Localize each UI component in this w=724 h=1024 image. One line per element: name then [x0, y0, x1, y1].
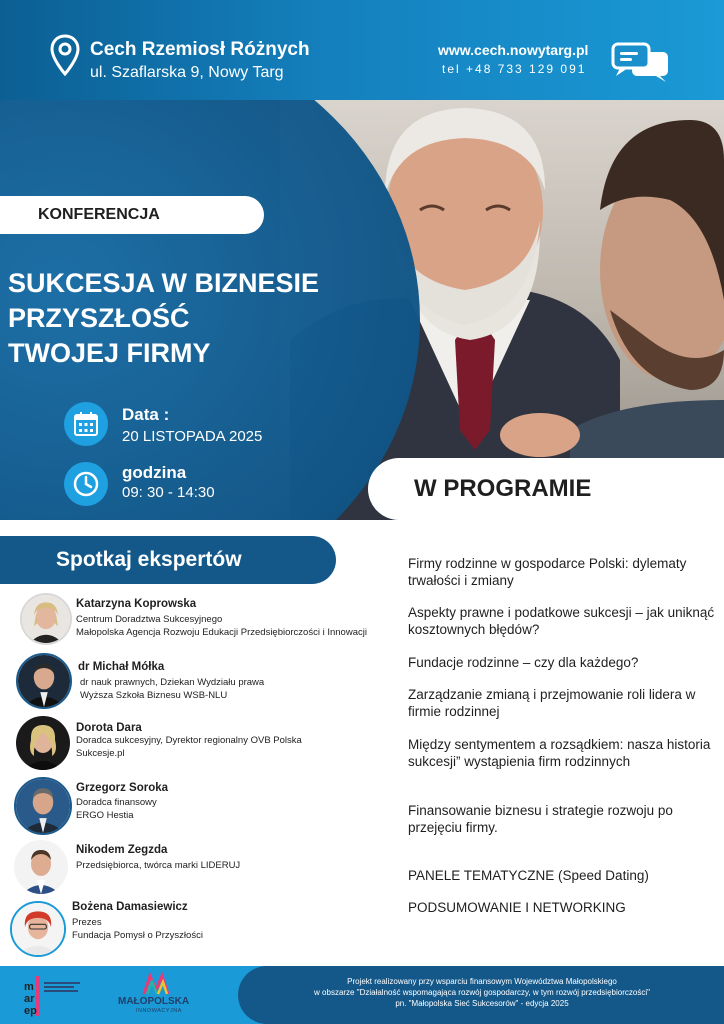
- svg-text:ep: ep: [24, 1005, 37, 1017]
- expert-organization: Wyższa Szkoła Biznesu WSB-NLU: [80, 690, 228, 701]
- expert-avatar: [16, 716, 70, 770]
- expert-name: dr Michał Mółka: [78, 661, 165, 673]
- marep-logo: [24, 974, 104, 1018]
- expert-role: Doradca finansowy: [76, 797, 157, 808]
- malopolska-logo-subtext: INNOWACYJNA: [136, 1008, 182, 1014]
- program-item: Fundacje rodzinne – czy dla każdego?: [408, 655, 639, 670]
- expert-organization: Fundacja Pomysł o Przyszłości: [72, 930, 203, 941]
- funding-note: [260, 976, 704, 1009]
- expert-avatar: [14, 840, 68, 894]
- program-title: W PROGRAMIE: [414, 475, 592, 502]
- expert-role: Doradca sukcesyjny, Dyrektor regionalny OVB Polska: [76, 735, 302, 746]
- expert-role: dr nauk prawnych, Dziekan Wydziału prawa: [80, 677, 265, 688]
- header-bar: [0, 0, 724, 100]
- location-pin-icon: [50, 34, 80, 76]
- expert-name: Bożena Damasiewicz: [72, 901, 188, 913]
- program-item: Zarządzanie zmianą i przejmowanie roli lidera w firmie rodzinnej: [408, 687, 696, 719]
- program-item: Firmy rodzinne w gospodarce Polski: dylematy trwałości i zmiany: [408, 556, 687, 588]
- event-title-line-3: TWOJEJ FIRMY: [8, 338, 211, 368]
- event-title-line-1: SUKCESJA W BIZNESIE: [8, 268, 320, 298]
- program-item: Aspekty prawne i podatkowe sukcesji – jak uniknąć kosztownych błędów?: [408, 605, 715, 637]
- calendar-icon: [72, 410, 100, 438]
- time-value: 09: 30 - 14:30: [122, 484, 215, 501]
- expert-role: Prezes: [72, 917, 102, 928]
- chat-bubbles-icon: [610, 42, 670, 82]
- expert-name: Katarzyna Koprowska: [76, 598, 197, 610]
- expert-avatar: [14, 777, 72, 835]
- program-item: PODSUMOWANIE I NETWORKING: [408, 900, 626, 915]
- expert-name: Grzegorz Soroka: [76, 782, 169, 794]
- event-type: KONFERENCJA: [38, 206, 160, 223]
- experts-title: Spotkaj ekspertów: [56, 548, 242, 571]
- program-item: Finansowanie biznesu i strategie rozwoju po przejęciu firmy.: [408, 803, 673, 835]
- clock-icon-badge: [64, 462, 108, 506]
- expert-name: Nikodem Zegzda: [76, 844, 168, 856]
- funding-note-line-3: pn. "Małopolska Sieć Sukcesorów" - edycja 2025: [395, 999, 569, 1008]
- expert-organization: Małopolska Agencja Rozwoju Edukacji Przedsiębiorczości i Innowacji: [76, 627, 367, 638]
- website-link[interactable]: www.cech.nowytarg.pl: [438, 42, 589, 58]
- event-title-line-2: PRZYSZŁOŚĆ: [8, 303, 190, 333]
- date-value: 20 LISTOPADA 2025: [122, 428, 263, 445]
- org-address: ul. Szaflarska 9, Nowy Targ: [90, 64, 284, 81]
- svg-text:m: m: [24, 981, 34, 993]
- expert-role: Centrum Doradztwa Sukcesyjnego: [76, 614, 223, 625]
- expert-avatar: [16, 653, 72, 709]
- expert-name: Dorota Dara: [76, 722, 142, 734]
- expert-role: Przedsiębiorca, twórca marki LIDERUJ: [76, 860, 241, 871]
- org-name: Cech Rzemiosł Różnych: [90, 39, 310, 60]
- malopolska-logo-text: MAŁOPOLSKA: [118, 996, 190, 1007]
- expert-organization: Sukcesje.pl: [76, 748, 125, 759]
- calendar-icon-badge: [64, 402, 108, 446]
- expert-organization: ERGO Hestia: [76, 810, 134, 821]
- funding-note-line-1: Projekt realizowany przy wsparciu finansowym Województwa Małopolskiego: [347, 977, 617, 986]
- expert-avatar: [20, 593, 72, 645]
- clock-icon: [72, 470, 100, 498]
- time-label: godzina: [122, 463, 187, 482]
- funding-note-line-2: w obszarze "Działalność wspomagająca rozwój gospodarczy, w tym rozwój przedsiębiorczości": [314, 988, 650, 997]
- date-label: Data :: [122, 405, 170, 424]
- event-title: [8, 266, 319, 371]
- svg-text:ar: ar: [24, 993, 35, 1005]
- expert-avatar: [10, 901, 66, 957]
- program-item: Między sentymentem a rozsądkiem: nasza historia sukcesji” wystąpienia firm rodzinnych: [408, 737, 711, 769]
- phone-number: tel +48 733 129 091: [442, 62, 587, 76]
- program-item: PANELE TEMATYCZNE (Speed Dating): [408, 868, 649, 883]
